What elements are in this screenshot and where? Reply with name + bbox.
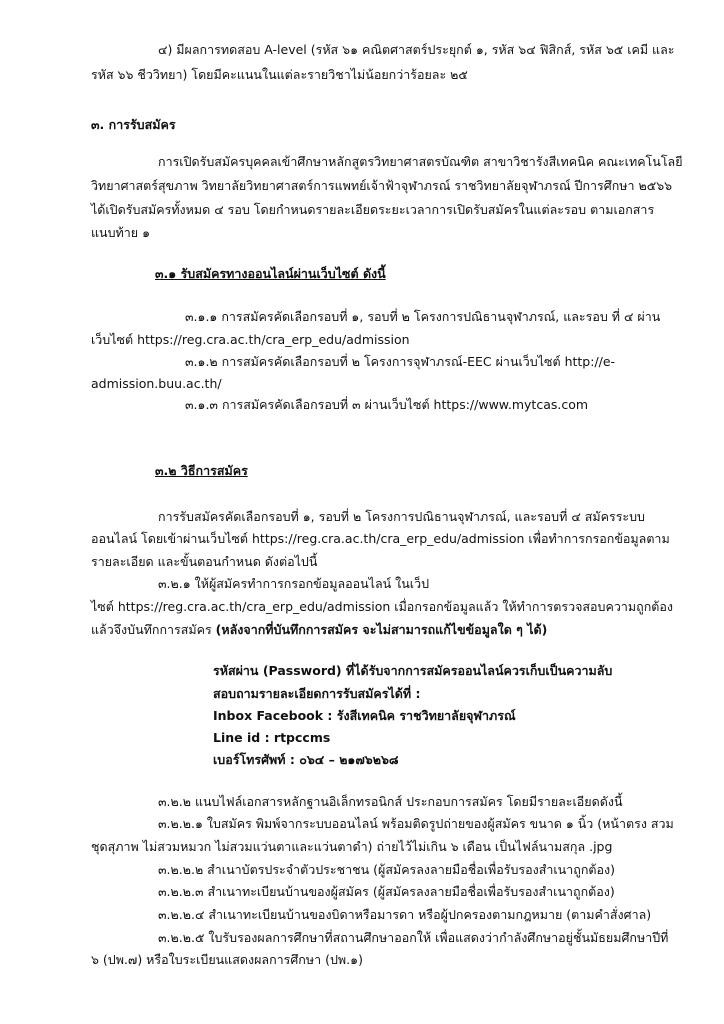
facebook-contact: Inbox Facebook : รังสีเทคนิค ราชวิทยาลัยจุฬาภรณ์ <box>213 708 516 723</box>
save-instruction-text: แล้วจึงบันทึกการสมัคร <box>91 622 216 637</box>
section-3-1-1-line-2: เว็บไซต์ https://reg.cra.ac.th/cra_erp_edu/admission <box>91 332 410 347</box>
doc-3-2-2-2: ๓.๒.๒.๒ สำเนาบัตรประจำตัวประชาชน (ผู้สมัครลงลายมือชื่อเพื่อรับรองสำเนาถูกต้อง) <box>158 862 615 877</box>
section-3-intro-line-3: ได้เปิดรับสมัครทั้งหมด ๔ รอบ โดยกำหนดรายละเอียดระยะเวลาการเปิดรับสมัครในแต่ละรอบ ตามเอกสาร <box>91 202 655 217</box>
section-3-2-heading: ๓.๒ วิธีการสมัคร <box>155 463 248 478</box>
section-3-2-intro-line-3: รายละเอียด และขั้นตอนกำหนด ดังต่อไปนี้ <box>91 554 318 569</box>
section-3-1-1-line-1: ๓.๑.๑ การสมัครคัดเลือกรอบที่ ๑, รอบที่ ๒ โครงการปณิธานจุฬาภรณ์, และรอบ ที่ ๔ ผ่าน <box>185 309 661 324</box>
section-3-1-2-line-2: admission.buu.ac.th/ <box>91 376 222 391</box>
password-notice: รหัสผ่าน (Password) ที่ได้รับจากการสมัครออนไลน์ควรเก็บเป็นความลับ <box>213 663 613 678</box>
section-3-2-intro-line-1: การรับสมัครคัดเลือกรอบที่ ๑, รอบที่ ๒ โครงการปณิธานจุฬาภรณ์, และรอบที่ ๔ สมัครระบบ <box>158 509 645 524</box>
section-3-heading: ๓. การรับสมัคร <box>91 117 176 132</box>
line-id-contact: Line id : rtpccms <box>213 730 331 745</box>
inquiry-label: สอบถามรายละเอียดการรับสมัครได้ที่ : <box>213 686 421 701</box>
section-3-intro-line-4: แนบท้าย ๑ <box>91 225 151 240</box>
criterion-4-line-2: รหัส ๖๖ ชีววิทยา) โดยมีคะแนนในแต่ละรายวิชาไม่น้อยกว่าร้อยละ ๒๕ <box>91 67 468 82</box>
section-3-2-1-line-2: ไซต์ https://reg.cra.ac.th/cra_erp_edu/admission เมื่อกรอกข้อมูลแล้ว ให้ทำการตรวจสอบความถูกต้อง <box>91 599 673 614</box>
doc-3-2-2-4: ๓.๒.๒.๔ สำเนาทะเบียนบ้านของบิดาหรือมารดา หรือผู้ปกครองตามกฎหมาย (ตามคำสั่งศาล) <box>158 907 652 922</box>
no-edit-warning: (หลังจากที่บันทึกการสมัคร จะไม่สามารถแก้ไขข้อมูลใด ๆ ได้) <box>215 622 548 637</box>
section-3-1-2-line-1: ๓.๑.๒ การสมัครคัดเลือกรอบที่ ๒ โครงการจุฬาภรณ์-EEC ผ่านเว็บไซต์ http://e- <box>185 354 616 369</box>
section-3-2-intro-line-2: ออนไลน์ โดยเข้าผ่านเว็บไซต์ https://reg.cra.ac.th/cra_erp_edu/admission เพื่อทำการกรอกข้อมูลตาม <box>91 531 670 546</box>
section-3-intro-line-1: การเปิดรับสมัครบุคคลเข้าศึกษาหลักสูตรวิทยาศาสตรบัณฑิต สาขาวิชารังสีเทคนิค คณะเทคโนโลยี <box>158 154 683 169</box>
phone-contact: เบอร์โทรศัพท์ : ๐๖๔ – ๒๑๗๖๒๖๘ <box>213 752 399 767</box>
doc-3-2-2-3: ๓.๒.๒.๓ สำเนาทะเบียนบ้านของผู้สมัคร (ผู้สมัครลงลายมือชื่อเพื่อรับรองสำเนาถูกต้อง) <box>158 884 615 899</box>
doc-3-2-2-5-line-2: ๖ (ปพ.๗) หรือใบระเบียนแสดงผลการศึกษา (ปพ.๑) <box>91 952 363 967</box>
doc-3-2-2-1-line-1: ๓.๒.๒.๑ ใบสมัคร พิมพ์จากระบบออนไลน์ พร้อมติดรูปถ่ายของผู้สมัคร ขนาด ๑ นิ้ว (หน้าตรง สวม <box>158 816 674 831</box>
criterion-4-line-1: ๔) มีผลการทดสอบ A-level (รหัส ๖๑ คณิตศาสตร์ประยุกต์ ๑, รหัส ๖๔ ฟิสิกส์, รหัส ๖๕ เคมี และ <box>158 42 675 57</box>
doc-3-2-2-5-line-1: ๓.๒.๒.๕ ใบรับรองผลการศึกษาที่สถานศึกษาออกให้ เพื่อแสดงว่ากำลังศึกษาอยู่ชั้นมัธยมศึกษาปีที่ <box>158 930 669 945</box>
section-3-2-1-line-1: ๓.๒.๑ ให้ผู้สมัครทำการกรอกข้อมูลออนไลน์ ในเว็ป <box>158 576 430 591</box>
section-3-1-3: ๓.๑.๓ การสมัครคัดเลือกรอบที่ ๓ ผ่านเว็บไซต์ https://www.mytcas.com <box>185 397 589 412</box>
doc-3-2-2-1-line-2: ชุดสุภาพ ไม่สวมหมวก ไม่สวมแว่นตาและแว่นตาดำ) ถ่ายไว้ไม่เกิน ๖ เดือน เป็นไฟล์นามสกุล .jpg <box>91 839 613 854</box>
section-3-2-1-line-3 <box>91 621 547 638</box>
section-3-intro-line-2: วิทยาศาสตร์สุขภาพ วิทยาลัยวิทยาศาสตร์การแพทย์เจ้าฟ้าจุฬาภรณ์ ราชวิทยาลัยจุฬาภรณ์ ปีการศึกษา ๒๕๖๖ <box>91 178 673 193</box>
section-3-1-heading: ๓.๑ รับสมัครทางออนไลน์ผ่านเว็บไซต์ ดังนี้ <box>155 266 386 281</box>
section-3-2-2-heading: ๓.๒.๒ แนบไฟล์เอกสารหลักฐานอิเล็กทรอนิกส์ ประกอบการสมัคร โดยมีรายละเอียดดังนี้ <box>158 794 623 809</box>
